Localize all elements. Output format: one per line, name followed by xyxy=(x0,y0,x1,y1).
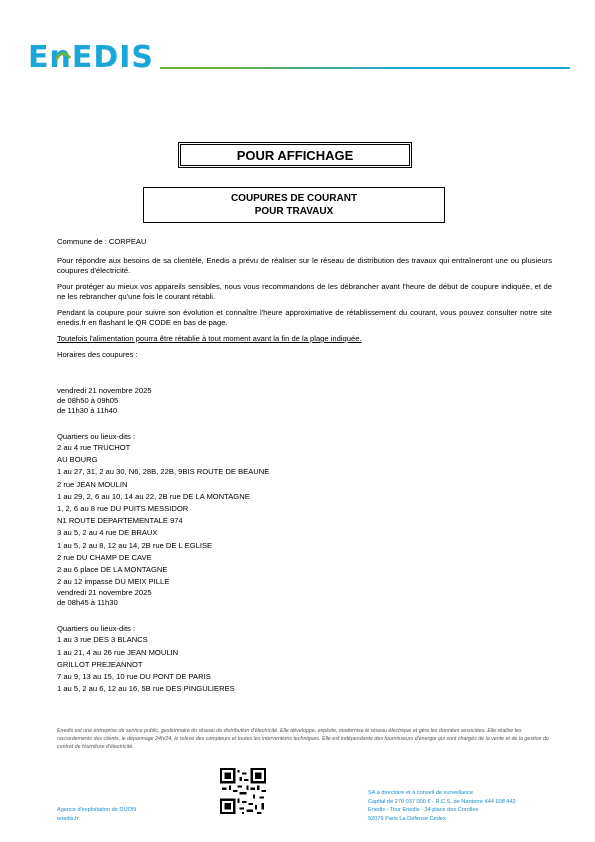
paragraph-2: Pour protéger au mieux vos appareils sensibles, nous vous recommandons de les débrancher avant l'heure de début de coupure indiquée, et de ne les rebrancher qu'une fois le courant rétabli. xyxy=(57,282,552,301)
title-box: POUR AFFICHAGE xyxy=(178,142,412,168)
place-item: 2 au 6 place DE LA MONTAGNE xyxy=(57,565,168,575)
place-item: AU BOURG xyxy=(57,455,98,465)
commune: Commune de : CORPEAU xyxy=(57,237,147,246)
place-item: 2 au 4 rue TRUCHOT xyxy=(57,443,131,452)
company-capital: Capital de 270 037 000 € - R.C.S. de Nanterre 444 608 442 xyxy=(368,798,516,805)
block-1 xyxy=(57,386,552,588)
place-item: 1 au 27, 31, 2 au 30, N6, 28B, 22B, 9BIS ROUTE DE BEAUNE xyxy=(57,467,270,477)
place-item: 3 au 5, 2 au 4 rue DE BRAUX xyxy=(57,528,158,538)
footer-left xyxy=(57,806,136,823)
place-item: 1 au 29, 2, 6 au 10, 14 au 22, 2B rue DE LA MONTAGNE xyxy=(57,491,250,501)
subtitle-box xyxy=(143,187,445,223)
place-item: 1 au 5, 2 au 8, 12 au 14, 2B rue DE L EGLISE xyxy=(57,540,213,550)
block1-date: vendredi 21 novembre 2025 xyxy=(57,386,152,395)
agency-name: Agence d'exploitation de DIJON xyxy=(57,807,137,813)
enedis-logo xyxy=(28,40,158,72)
place-item: 2 rue DU CHAMP DE CAVE xyxy=(57,552,152,562)
svg-text:EnEDIS: EnEDIS xyxy=(28,40,155,72)
paragraph-3: Pendant la coupure pour suivre son évolution et connaître l'heure approximative de rétablissement du courant, vous pouvez consulter notre site enedis.fr en flashant le QR CODE en bas de page. xyxy=(57,308,552,327)
block2-time-1: de 08h45 à 11h30 xyxy=(57,598,118,608)
place-item: 1 au 5, 2 au 6, 12 au 16, 5B rue DES PINGULIERES xyxy=(57,684,235,694)
legal-footnote: Enedis est une entreprise de service public, gestionnaire du réseau de distribution d'électricité. Elle développe, exploite, modernise le réseau électrique et gère les données associées. Elle réalise les raccordements des clients, le dépannage 24h/24, le relevé des compteurs et toutes les interventions techniques. Elle est indépendante des fournisseurs d'énergie qui sont chargés de la vente et de la gestion du contrat de fourniture d'électricité. xyxy=(57,728,549,750)
place-item: 7 au 9, 13 au 15, 10 rue DU PONT DE PARIS xyxy=(57,672,211,682)
header-line xyxy=(160,67,570,69)
block1-time-2: de 11h30 à 11h40 xyxy=(57,406,118,415)
company-form: SA à directoire et à conseil de surveillance xyxy=(368,790,474,796)
subtitle-line1: COUPURES DE COURANT xyxy=(230,193,358,204)
company-city: 92079 Paris La Défense Cedex xyxy=(368,815,446,822)
paragraph-1: Pour répondre aux besoins de sa clientèle, Enedis a prévu de réaliser sur le réseau de distribution des travaux qui entraîneront une ou plusieurs coupures d'électricité. xyxy=(57,256,552,275)
place-item: 1, 2, 6 au 8 rue DU PUITS MESSIDOR xyxy=(57,504,189,514)
website-link[interactable]: enedis.fr xyxy=(57,815,79,822)
block2-lieux-label: Quartiers ou lieux-dits : xyxy=(57,624,136,634)
horaires-label: Horaires des coupures : xyxy=(57,350,138,359)
place-item: 1 au 3 rue DES 3 BLANCS xyxy=(57,635,148,645)
place-item: N1 ROUTE DEPARTEMENTALE 974 xyxy=(57,516,183,526)
qr-code-icon[interactable] xyxy=(220,768,266,814)
place-item: 2 au 12 impasse DU MEIX PILLE xyxy=(57,577,170,587)
footer-right xyxy=(368,789,516,823)
place-item: 1 au 21, 4 au 26 rue JEAN MOULIN xyxy=(57,647,179,657)
block-2 xyxy=(57,588,552,695)
block1-time-1: de 08h50 à 09h05 xyxy=(57,396,119,405)
subtitle-line2: POUR TRAVAUX xyxy=(254,206,334,217)
place-item: GRILLOT PREJEANNOT xyxy=(57,659,143,669)
company-address: Enedis - Tour Enedis - 34 place des Corolles xyxy=(368,807,479,813)
block1-lieux-label: Quartiers ou lieux-dits : xyxy=(57,432,136,441)
block2-date: vendredi 21 novembre 2025 xyxy=(57,588,152,598)
place-item: 2 rue JEAN MOULIN xyxy=(57,479,128,489)
warning: Toutefois l'alimentation pourra être rétablie à tout moment avant la fin de la plage indiquée. xyxy=(57,334,362,343)
main-content xyxy=(57,237,552,695)
